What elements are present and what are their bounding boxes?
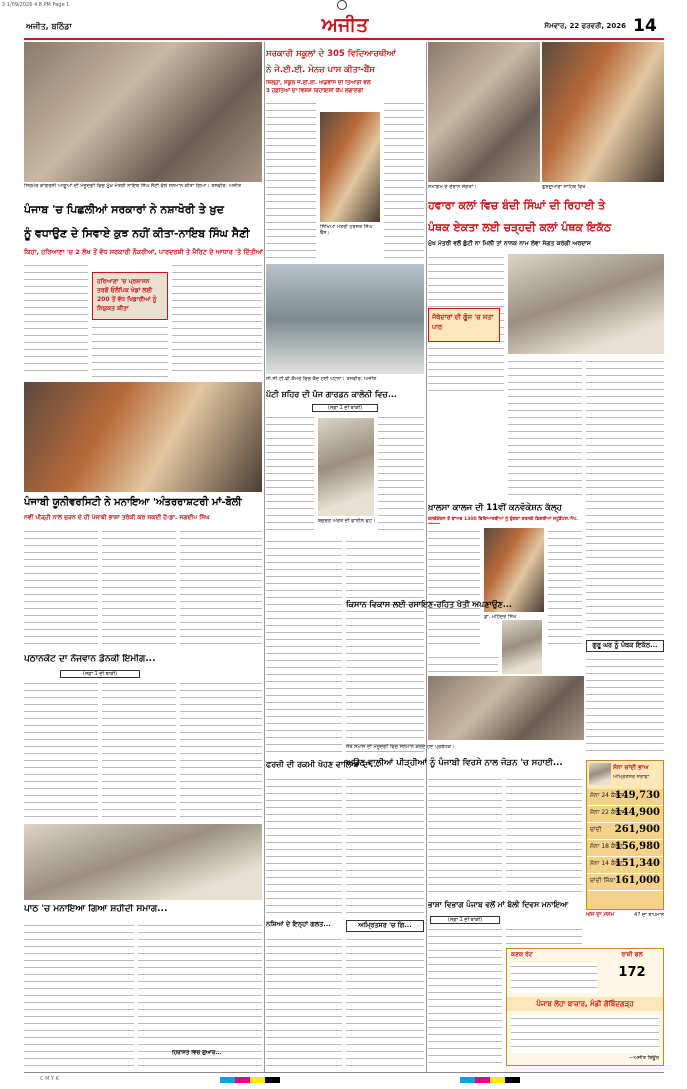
kanak-rates xyxy=(511,963,597,993)
market-credit: —ਅਜੀਤ ਬਿਊਰੋ xyxy=(628,1055,659,1061)
headline-s9: ਕਿਸਾਨ ਵਿਕਾਸ ਲਈ ਰਸਾਇਣ-ਰਹਿਤ ਖੇਤੀ ਅਪਣਾਉਣ... xyxy=(346,600,512,609)
headline-s12: ਭਾਸ਼ਾ ਵਿਭਾਗ ਪੰਜਾਬ ਵਲੋਂ ਮਾਂ ਬੋਲੀ ਦਿਵਸ ਮਨਾਇਆ xyxy=(428,900,569,909)
gathering-caption-right: ਗੁਰਦੁਆਰਾ ਸਾਹਿਬ ਵਿਖੇ xyxy=(542,184,586,190)
body-text-s15 xyxy=(266,936,342,1066)
body-text-center-mid1 xyxy=(266,538,342,754)
headline-s7: ਫਰਜ਼ੀ ਦੀ ਰਕਮੀ ਖੋਹਣ ਵਾਲਿਆਂ ਦਾ... xyxy=(266,760,380,769)
minister-caption: ਸਿੱਖਿਆ ਮੰਤਰੀ ਹਰਜੋਤ ਸਿੰਘ ਬੈਂਸ। xyxy=(320,224,373,236)
kanak-label: ਕਣਕ ਰੇਟ xyxy=(511,951,533,958)
headline-s13: ਗੁਰੂ ਘਰ ਨੂੰ ਪੰਥਕ ਇਕੱਠ... xyxy=(586,640,664,652)
ceremony-photo xyxy=(428,676,584,740)
headline-s4: ਪੰਜਾਬੀ ਯੂਨੀਵਰਸਿਟੀ ਨੇ ਮਨਾਇਆ 'ਅੰਤਰਰਾਸ਼ਟਰੀ ਮਾਂ-ਬੋਲੀ xyxy=(24,497,242,508)
body-text-s1-col2 xyxy=(384,100,424,260)
rate-row-5 xyxy=(587,874,663,891)
headline-s1-line1: ਸਰਕਾਰੀ ਸਕੂਲਾਂ ਦੇ 305 ਵਿਦਿਆਰਥੀਆਂ xyxy=(266,49,396,59)
rate-value: 261,900 xyxy=(614,824,660,835)
rate-value: 156,980 xyxy=(614,841,660,852)
woman-photo xyxy=(318,418,374,516)
rate-label: ਸੋਨਾ 22 ਕੈਰੇਟ xyxy=(590,809,623,816)
headline-s2-line1: ਪੰਜਾਬ 'ਚ ਪਿਛਲੀਆਂ ਸਰਕਾਰਾਂ ਨੇ ਨਸ਼ਾਖੋਰੀ ਤੇ ਖ਼ੁਦ xyxy=(24,203,224,216)
gurdwara-photo xyxy=(24,824,262,900)
body-text-s8-col2 xyxy=(548,528,582,648)
gold-rates-photo xyxy=(589,763,611,785)
weather-temp: 47 ਦਾ ਤਾਪਮਾਨ xyxy=(634,912,664,918)
gold-rates-header: ਸੋਨਾ ਚਾਂਦੀ ਭਾਅ xyxy=(613,764,649,771)
headline-s16: ਹਿਰਾਸਤ ਵਿਚ ਗੁਆਰ... xyxy=(172,1050,222,1056)
highlight-box-s2: ਹਰਿਆਣਾ 'ਚ ਪ੍ਰਸ਼ਾਸਨ ਤਰਫੋਂ ਓਲੰਪਿਕ ਖੇਡਾਂ ਲਈ 200 ਤੋਂ ਵੱਧ ਖਿਡਾਰੀਆਂ ਨੂੰ ਨਿਯੁਕਤ ਕੀਤਾ xyxy=(92,272,168,320)
body-text-center-mid2 xyxy=(346,538,424,754)
cctv-caption: ਸੀ.ਸੀ.ਟੀ.ਵੀ ਕੈਮਰੇ ਵਿਚ ਕੈਦ ਹੋਈ ਘਟਨਾ। ਤਸਵੀਰ: ਅਜੀਤ xyxy=(266,376,377,382)
principal-caption: ਡਾ. ਮਹਿੰਦਰ ਸਿੰਘ xyxy=(484,614,517,620)
rate-row-2 xyxy=(587,823,663,840)
color-bar-left xyxy=(220,1077,280,1083)
woman-caption: ਬਜ਼ੁਰਗ ਔਰਤ ਦੀ ਫਾਈਲ ਫੋਟੋ। xyxy=(318,518,376,524)
headline-s6: ਪਠਾਨਕੋਟ ਦਾ ਨੌਜਵਾਨ ਡੋਨਕੀ ਇਮੀਗ... xyxy=(24,654,156,664)
rate-value: 144,900 xyxy=(614,807,660,818)
body-text-s8-col1 xyxy=(428,528,480,648)
rate-row-4 xyxy=(587,857,663,874)
body-text-s10-col1 xyxy=(428,776,502,894)
subhead-s1-line1: ਜ਼ਿਲ੍ਹਾ, ਸਕੂਲ ਜੇ.ਈ.ਈ. ਐਡਵਾਂਸ ਦੀ ਤਿਆਰੀ ਵਲੋਂ xyxy=(266,80,371,86)
rate-value: 161,000 xyxy=(614,875,660,886)
column-rule xyxy=(264,42,265,1072)
body-text-s7-col2 xyxy=(346,776,424,916)
rate-value: 151,340 xyxy=(614,858,660,869)
body-text-s12-col1 xyxy=(428,926,502,1066)
body-text-s11-col2 xyxy=(138,922,262,1067)
ceremony-caption: ਸੰਤ ਸਮਾਜ ਦੀ ਮੌਜੂਦਗੀ ਵਿਚ ਸਨਮਾਨ ਕਰਦੇ ਹੋਏ ਪ੍ਰਬੰਧਕ। xyxy=(346,744,455,750)
body-text-s10-col2 xyxy=(506,776,582,894)
market-box xyxy=(506,948,664,1066)
body-text-s2-col2 xyxy=(92,324,168,377)
university-photo xyxy=(24,382,262,492)
body-text-s3-col2 xyxy=(508,358,582,498)
continued-label: (ਸਫ਼ਾ 1 ਦੀ ਬਾਕੀ) xyxy=(60,670,140,678)
subhead-s8: ਕਨਵੋਕੇਸ਼ਨ ਤੋਂ ਬਾਅਦ 1300 ਵਿਦਿਆਰਥੀਆਂ ਨੂੰ ਦੁੱਗਣਾ ਕਰਨਗੇ ਡਿਗਰੀਆਂ ਸਟੂਡੈਂਟਸ.ਐਪ. xyxy=(428,517,579,522)
gathering-photo-left xyxy=(428,42,540,182)
print-info: 3 1/09/2026 4 8 PM Page 1 xyxy=(2,2,70,8)
page-number: 14 xyxy=(633,16,657,36)
body-text-s1-col1 xyxy=(266,100,316,260)
minister-portrait xyxy=(320,112,380,222)
footer-rule xyxy=(24,1072,664,1073)
color-marks: C M Y K xyxy=(40,1076,59,1082)
group-photo xyxy=(24,42,262,182)
header-rule xyxy=(24,38,664,40)
headline-s10: ਅਉਣ ਵਾਲੀਆਂ ਪੀੜ੍ਹੀਆਂ ਨੂੰ ਪੰਜਾਬੀ ਵਿਰਸੇ ਨਾਲ ਜੋੜਨ 'ਚ ਸਹਾਈ... xyxy=(346,758,563,768)
subhead-s4: ਨਵੀਂ ਪੀੜ੍ਹੀ ਨਾਲ ਜੁੜਨ ਦੇ ਹੀ ਪੰਜਾਬੀ ਭਾਸ਼ਾ ਤਰੱਕੀ ਕਰ ਸਕਦੀ ਹੈ-ਡਾ. ਜਗਦੀਪ ਸਿੰਘ xyxy=(24,514,210,521)
body-text-s4-col2 xyxy=(102,528,176,648)
subhead-s1-line2: 3 ਹਫ਼ਤਿਆਂ ਦਾ ਵਿਸ਼ੇਸ਼ ਰਿਹਾਇਸ਼ੀ ਕੈਂਪ ਲਗਾਏਗੀ xyxy=(266,88,364,94)
continued-label: (ਸਫ਼ਾ 1 ਦੀ ਬਾਕੀ) xyxy=(430,916,500,924)
rate-label: ਸੋਨਾ 14 ਕੈਰੇਟ xyxy=(590,860,623,867)
subhead-s3: ਮੁੱਖ ਮੰਤਰੀ ਵਲੋਂ ਛੁੱਟੀ ਨਾ ਮਿਲੀ ਤਾਂ ਨਾਨਕ ਨਾਮ ਲੇਵਾ ਸੰਗਤ ਕਰੇਗੀ ਅਰਦਾਸ xyxy=(428,240,591,247)
body-text-s2-col3 xyxy=(172,262,262,377)
headline-s11: ਪਾਠ 'ਚ ਮਨਾਇਆ ਗਿਆ ਸ਼ਹੀਦੀ ਸਮਾਗ... xyxy=(24,904,168,914)
gold-rates-sub: ਅੰਮ੍ਰਿਤਸਰ ਸਰਾਫਾ xyxy=(613,774,650,780)
subhead-s2: ਕਿਹਾ, ਹਰਿਆਣਾ 'ਚ 2 ਲੱਖ ਤੋਂ ਵੱਧ ਸਰਕਾਰੀ ਨੌਕਰੀਆਂ, ਪਾਰਦਰਸ਼ੀ ਤੇ ਮੈਰਿਟ ਦੇ ਆਧਾਰ 'ਤੇ ਦਿੱਤੀਆਂ xyxy=(24,248,264,256)
body-text-s12-col2 xyxy=(506,926,582,946)
body-text-s2-col1 xyxy=(24,262,88,377)
headline-s3-line1: ਹਵਾਰਾ ਕਲਾਂ ਵਿਚ ਬੰਦੀ ਸਿੰਘਾਂ ਦੀ ਰਿਹਾਈ ਤੇ xyxy=(428,199,606,212)
headline-s5: ਪੱਟੀ ਸ਼ਹਿਰ ਦੀ ਪੰਜ ਗਾਰਡਨ ਕਾਲੋਨੀ ਵਿਚ... xyxy=(266,390,397,399)
body-text-s6-col1 xyxy=(24,680,98,820)
masthead: ਅਜੀਤ xyxy=(321,14,369,36)
market-title: ਪੰਜਾਬ ਲੋਹਾ ਬਾਜ਼ਾਰ, ਮੰਡੀ ਗੋਬਿੰਦਗੜ੍ਹ xyxy=(507,997,663,1011)
officer-portrait xyxy=(502,620,542,674)
photo-caption: ਸਿਰਮੌਰ ਕਾਂਗਰਸੀ ਆਗੂਆਂ ਦੀ ਮੌਜੂਦਗੀ ਵਿਚ ਮੁੱਖ ਮੰਤਰੀ ਨਾਇਬ ਸਿੰਘ ਸੈਣੀ ਵੱਲੋਂ ਸਨਮਾਨ ਕੀਤਾ ਗਿਆ। ਤਸਵੀਰ: ਅਜੀਤ xyxy=(24,183,242,189)
headline-s8: ਖ਼ਾਲਸਾ ਕਾਲਜ ਦੀ 11ਵੀਂ ਕਨਵੋਕੇਸ਼ਨ ਕੱਲ੍ਹ xyxy=(428,503,562,513)
headline-s3-line2: ਪੰਥਕ ਏਕਤਾ ਲਈ ਚੜ੍ਹਦੀ ਕਲਾਂ ਪੰਥਕ ਇਕੱਠ xyxy=(428,221,612,234)
body-text-s3-col3 xyxy=(586,358,664,638)
rate-row-0 xyxy=(587,789,663,806)
section-label: ਅਜੀਤ, ਬਠਿੰਡਾ xyxy=(26,22,72,31)
body-text-s4-col1 xyxy=(24,528,98,648)
registration-mark-icon xyxy=(337,0,347,10)
gold-rates-table xyxy=(587,789,663,909)
highlight-box-s3: ਜੱਥੇਦਾਰਾਂ ਦੀ ਗੂੰਜ 'ਚ ਸਤਾ ਪਾਠ xyxy=(428,308,500,342)
body-text-s6-col3 xyxy=(180,680,262,820)
rate-label: ਚਾਂਦੀ ਸਿੱਕਾ xyxy=(590,877,616,884)
rate-label: ਸੋਨਾ 24 ਕੈਰੇਟ xyxy=(590,792,623,799)
dollar-label: ਰਾਸ਼ੀ ਫਲ xyxy=(621,951,643,958)
body-text-s5-col1 xyxy=(266,414,314,534)
cctv-photo xyxy=(266,264,424,374)
headline-s1-line2: ਨੇ ਜੇ.ਈ.ਈ. ਮੇਨਜ਼ ਪਾਸ ਕੀਤਾ-ਬੈਂਸ xyxy=(266,65,375,75)
body-text-s13 xyxy=(586,656,664,756)
headline-s14: ਅਮ੍ਰਿਤਸਰ 'ਚ ਗਿ... xyxy=(346,920,424,932)
body-text-s6-col2 xyxy=(102,680,176,820)
market-rates xyxy=(511,1015,659,1053)
sant-photo xyxy=(508,254,664,354)
rate-row-3 xyxy=(587,840,663,857)
column-rule xyxy=(426,42,427,1072)
body-text-s5-col2 xyxy=(378,414,424,534)
rate-label: ਸੋਨਾ 18 ਕੈਰੇਟ xyxy=(590,843,623,850)
gold-rates-box xyxy=(586,760,664,910)
gathering-caption-left: ਸਮਾਗਮ ਦੇ ਦੌਰਾਨ ਸੰਗਤਾਂ। xyxy=(428,184,477,190)
gathering-photo-right xyxy=(542,42,664,182)
dollar-value: 172 xyxy=(618,965,646,980)
body-text-s14 xyxy=(346,936,424,1066)
headline-s2-line2: ਨੂੰ ਵਧਾਉਣ ਦੇ ਸਿਵਾਏ ਕੁਝ ਨਹੀਂ ਕੀਤਾ-ਨਾਇਬ ਸਿੰਘ ਸੈਣੀ xyxy=(24,227,250,240)
continued-label: (ਸਫ਼ਾ 1 ਦੀ ਬਾਕੀ) xyxy=(312,404,378,412)
body-text-s7-col1 xyxy=(266,776,342,916)
body-text-s11-col1 xyxy=(24,922,134,1067)
headline-s15: ਨਸ਼ਿਆਂ ਦੇ ਇਨ੍ਹਾਂ ਗਲਤ... xyxy=(266,920,331,928)
weather-label: ਅੱਜ ਦਾ ਮੌਸਮ xyxy=(586,912,615,918)
color-bar-right xyxy=(460,1077,520,1083)
rate-label: ਚਾਂਦੀ xyxy=(590,826,602,833)
rate-value: 149,730 xyxy=(614,790,660,801)
rate-row-1 xyxy=(587,806,663,823)
body-text-s4-col3 xyxy=(180,528,262,648)
page-date: ਸੋਮਵਾਰ, 22 ਫਰਵਰੀ, 2026 xyxy=(544,22,626,30)
